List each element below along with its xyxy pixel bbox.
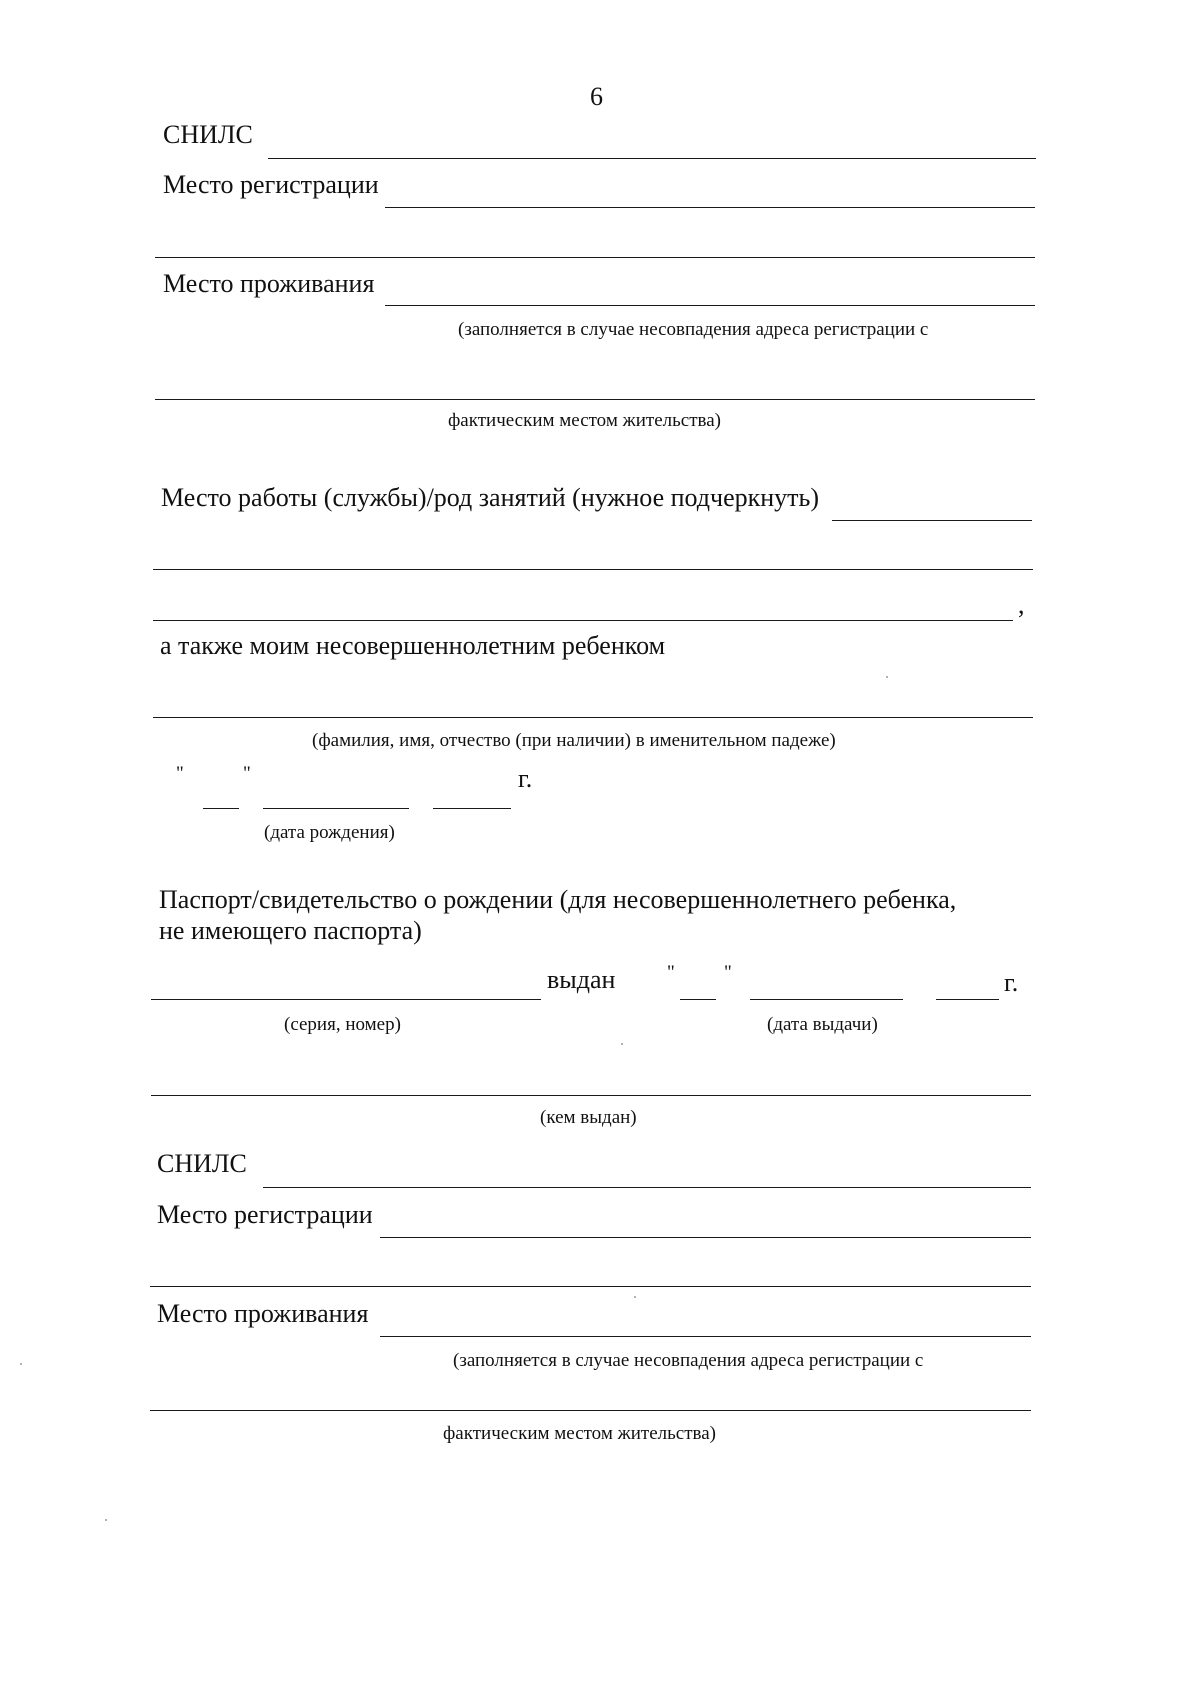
issued-by-hint: (кем выдан) (540, 1107, 637, 1128)
residence-field-line-2[interactable] (155, 399, 1035, 400)
birth-year-field[interactable] (433, 808, 511, 809)
residence-hint-line-2: фактическим местом жительства) (448, 410, 721, 431)
snils-field[interactable] (268, 158, 1036, 159)
issue-day-field[interactable] (680, 999, 716, 1000)
child-residence-field-line-2[interactable] (150, 1410, 1031, 1411)
child-registration-field[interactable] (380, 1237, 1031, 1238)
page-number: 6 (590, 82, 603, 111)
issue-month-field[interactable] (750, 999, 903, 1000)
issued-label: выдан (547, 965, 616, 994)
issued-by-field[interactable] (151, 1095, 1031, 1096)
document-line-2: не имеющего паспорта) (159, 916, 422, 945)
work-field-line-3[interactable] (153, 620, 1013, 621)
birth-quote-close: " (243, 763, 251, 784)
child-residence-hint-line-2: фактическим местом жительства) (443, 1423, 716, 1444)
document-line-1: Паспорт/свидетельство о рождении (для несовершеннолетнего ребенка, (159, 885, 957, 914)
issue-date-hint: (дата выдачи) (767, 1014, 878, 1035)
child-fio-hint: (фамилия, имя, отчество (при наличии) в именительном падеже) (312, 730, 836, 751)
document-series-field[interactable] (151, 999, 541, 1000)
birth-date-hint: (дата рождения) (264, 822, 395, 843)
work-field-line-2[interactable] (153, 569, 1033, 570)
work-label: Место работы (службы)/род занятий (нужное подчеркнуть) (161, 483, 820, 512)
trailing-comma: , (1018, 590, 1025, 619)
child-residence-label: Место проживания (157, 1299, 369, 1328)
registration-field-line-2[interactable] (155, 257, 1035, 258)
birth-quote-open: " (176, 763, 184, 784)
issue-year-field[interactable] (936, 999, 999, 1000)
scan-speck (105, 1519, 107, 1521)
child-snils-label: СНИЛС (157, 1149, 247, 1178)
birth-day-field[interactable] (203, 808, 239, 809)
birth-year-suffix: г. (518, 764, 533, 793)
residence-label: Место проживания (163, 269, 375, 298)
series-hint: (серия, номер) (284, 1014, 401, 1035)
scan-speck (634, 1296, 636, 1298)
work-field[interactable] (832, 520, 1032, 521)
residence-field[interactable] (385, 305, 1035, 306)
issue-quote-close: " (724, 962, 732, 983)
snils-label: СНИЛС (163, 120, 253, 149)
issue-year-suffix: г. (1004, 968, 1019, 997)
child-registration-field-line-2[interactable] (150, 1286, 1031, 1287)
residence-hint-line-1: (заполняется в случае несовпадения адреса регистрации с (458, 319, 929, 340)
issue-quote-open: " (667, 962, 675, 983)
birth-month-field[interactable] (263, 808, 409, 809)
child-registration-label: Место регистрации (157, 1200, 373, 1229)
scan-speck (621, 1043, 623, 1045)
scan-speck (20, 1363, 22, 1365)
child-residence-hint-line-1: (заполняется в случае несовпадения адреса регистрации с (453, 1350, 924, 1371)
child-residence-field[interactable] (380, 1336, 1031, 1337)
registration-field[interactable] (385, 207, 1035, 208)
child-intro: а также моим несовершеннолетним ребенком (160, 631, 666, 660)
child-fio-field[interactable] (153, 717, 1033, 718)
scan-speck (886, 676, 888, 678)
registration-label: Место регистрации (163, 170, 379, 199)
child-snils-field[interactable] (263, 1187, 1031, 1188)
